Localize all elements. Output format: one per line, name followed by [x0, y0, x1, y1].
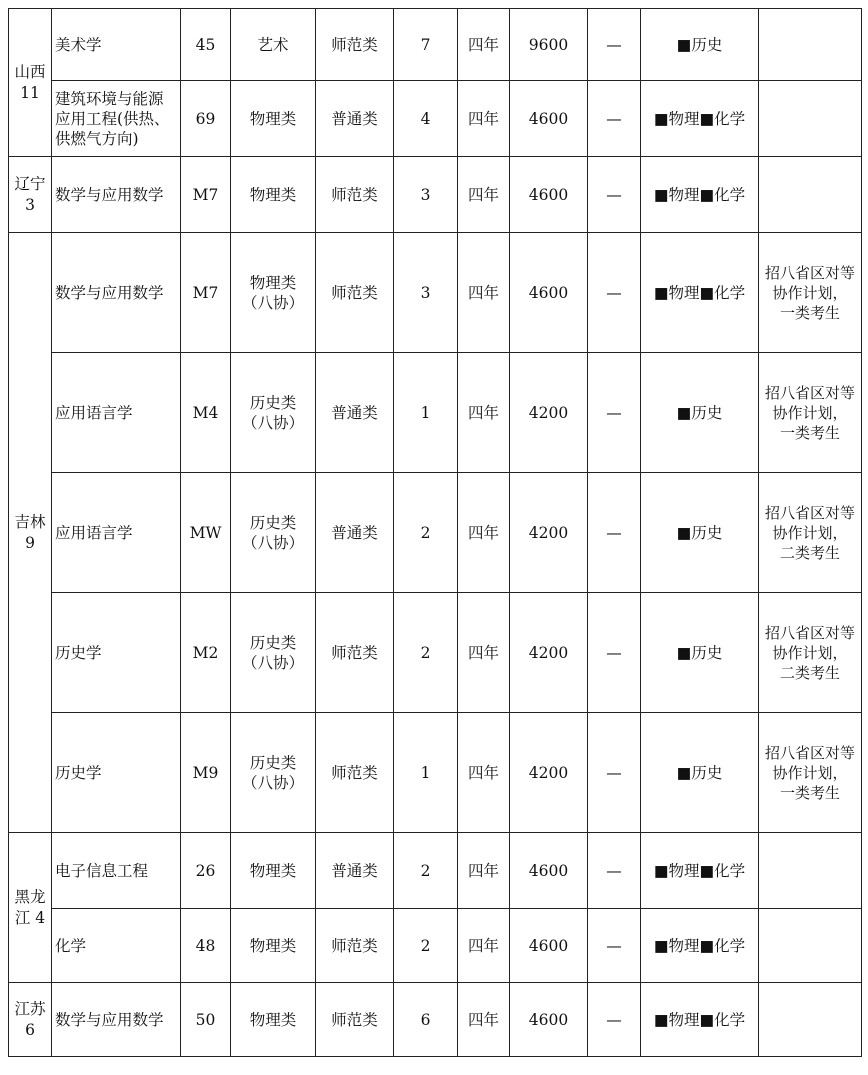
duration-cell [458, 81, 510, 157]
tuition-cell [510, 593, 588, 713]
subject-requirement-cell [641, 983, 759, 1057]
plan-count-cell [394, 81, 458, 157]
type-text: 师范类 [331, 283, 378, 302]
subject-requirement-cell [641, 81, 759, 157]
plan-count-text: 3 [420, 283, 431, 302]
category-cell [231, 983, 316, 1057]
type-cell [316, 233, 394, 353]
plan-count-cell [394, 833, 458, 909]
remark-cell [759, 233, 862, 353]
category-cell [231, 713, 316, 833]
code-cell [181, 593, 231, 713]
tuition-text: 4600 [528, 861, 569, 880]
province-label: 黑龙 江 4 [14, 887, 46, 927]
duration-cell [458, 473, 510, 593]
code-text: 26 [195, 861, 216, 880]
duration-cell [458, 983, 510, 1057]
province-cell [9, 233, 52, 833]
type-cell [316, 473, 394, 593]
tuition-text: 4200 [528, 763, 569, 782]
code-cell [181, 9, 231, 81]
duration-cell [458, 713, 510, 833]
category-cell [231, 833, 316, 909]
remark-cell [759, 713, 862, 833]
tuition-text: 4600 [528, 283, 569, 302]
tuition-text: 4200 [528, 643, 569, 662]
remark-text: 招八省区对等 协作计划， 一类考生 [764, 263, 855, 322]
dash-cell [588, 833, 641, 909]
dash-text: — [606, 1010, 622, 1029]
major-cell [52, 833, 181, 909]
plan-count-cell [394, 9, 458, 81]
type-text: 普通类 [331, 523, 378, 542]
plan-count-text: 1 [420, 403, 431, 422]
subject-requirement-text: ■历史 [676, 35, 723, 54]
type-text: 普通类 [331, 861, 378, 880]
duration-text: 四年 [467, 109, 499, 128]
category-cell [231, 909, 316, 983]
type-text: 师范类 [331, 936, 378, 955]
plan-count-cell [394, 593, 458, 713]
province-cell [9, 157, 52, 233]
subject-requirement-cell [641, 909, 759, 983]
code-cell [181, 713, 231, 833]
dash-text: — [606, 35, 622, 54]
type-cell [316, 9, 394, 81]
subject-requirement-text: ■历史 [676, 643, 723, 662]
type-cell [316, 81, 394, 157]
major-text: 历史学 [55, 643, 102, 662]
table-row [9, 983, 862, 1057]
plan-count-cell [394, 713, 458, 833]
table-row [9, 593, 862, 713]
admission-plan-table [8, 8, 862, 1057]
subject-requirement-text: ■物理■化学 [653, 109, 746, 128]
plan-count-cell [394, 983, 458, 1057]
plan-count-text: 7 [420, 35, 431, 54]
type-text: 师范类 [331, 763, 378, 782]
dash-text: — [606, 936, 622, 955]
table-row [9, 473, 862, 593]
code-text: M2 [192, 643, 219, 662]
type-text: 师范类 [331, 35, 378, 54]
dash-text: — [606, 643, 622, 662]
major-cell [52, 9, 181, 81]
remark-cell [759, 909, 862, 983]
code-cell [181, 833, 231, 909]
table-row [9, 833, 862, 909]
dash-text: — [606, 185, 622, 204]
major-text: 应用语言学 [55, 403, 133, 422]
type-cell [316, 353, 394, 473]
major-cell [52, 713, 181, 833]
plan-count-text: 2 [420, 643, 431, 662]
code-text: MW [189, 523, 222, 542]
type-text: 普通类 [331, 403, 378, 422]
subject-requirement-cell [641, 473, 759, 593]
major-text: 数学与应用数学 [55, 1010, 164, 1029]
province-label: 吉林 9 [14, 512, 46, 552]
tuition-cell [510, 713, 588, 833]
subject-requirement-text: ■物理■化学 [653, 1010, 746, 1029]
duration-text: 四年 [467, 763, 499, 782]
subject-requirement-cell [641, 833, 759, 909]
table-row [9, 353, 862, 473]
category-cell [231, 157, 316, 233]
major-cell [52, 983, 181, 1057]
tuition-cell [510, 983, 588, 1057]
dash-text: — [606, 283, 622, 302]
table-row [9, 81, 862, 157]
remark-text: 招八省区对等 协作计划， 一类考生 [764, 743, 855, 802]
dash-cell [588, 983, 641, 1057]
province-cell [9, 983, 52, 1057]
code-text: M7 [192, 185, 219, 204]
subject-requirement-text: ■历史 [676, 763, 723, 782]
major-text: 美术学 [55, 35, 102, 54]
category-text: 艺术 [257, 35, 289, 54]
plan-count-cell [394, 473, 458, 593]
category-cell [231, 593, 316, 713]
code-cell [181, 473, 231, 593]
duration-text: 四年 [467, 523, 499, 542]
duration-text: 四年 [467, 185, 499, 204]
duration-text: 四年 [467, 1010, 499, 1029]
category-text: 物理类 [249, 1010, 297, 1029]
type-text: 师范类 [331, 643, 378, 662]
table-row [9, 233, 862, 353]
table-row [9, 909, 862, 983]
tuition-text: 4600 [528, 936, 569, 955]
duration-text: 四年 [467, 861, 499, 880]
type-cell [316, 157, 394, 233]
code-cell [181, 909, 231, 983]
major-cell [52, 473, 181, 593]
code-cell [181, 157, 231, 233]
category-cell [231, 473, 316, 593]
subject-requirement-text: ■物理■化学 [653, 861, 746, 880]
category-cell [231, 9, 316, 81]
dash-cell [588, 81, 641, 157]
duration-text: 四年 [467, 643, 499, 662]
plan-count-cell [394, 233, 458, 353]
tuition-cell [510, 833, 588, 909]
tuition-text: 4200 [528, 403, 569, 422]
category-cell [231, 233, 316, 353]
tuition-text: 4600 [528, 185, 569, 204]
type-text: 普通类 [331, 109, 378, 128]
remark-text: 招八省区对等 协作计划， 一类考生 [764, 383, 855, 442]
code-text: 69 [195, 109, 216, 128]
plan-count-text: 2 [420, 523, 431, 542]
major-cell [52, 353, 181, 473]
duration-text: 四年 [467, 35, 499, 54]
category-cell [231, 81, 316, 157]
category-text: 物理类 [249, 861, 297, 880]
duration-text: 四年 [467, 936, 499, 955]
duration-cell [458, 9, 510, 81]
remark-cell [759, 9, 862, 81]
plan-count-text: 6 [420, 1010, 431, 1029]
plan-count-text: 2 [420, 861, 431, 880]
dash-cell [588, 593, 641, 713]
major-text: 历史学 [55, 763, 102, 782]
type-text: 师范类 [331, 185, 378, 204]
tuition-text: 4600 [528, 1010, 569, 1029]
type-cell [316, 983, 394, 1057]
dash-cell [588, 909, 641, 983]
subject-requirement-text: ■历史 [676, 523, 723, 542]
table-row [9, 9, 862, 81]
major-text: 数学与应用数学 [55, 283, 164, 302]
category-text: 历史类 （八协） [241, 633, 304, 672]
plan-count-cell [394, 157, 458, 233]
remark-cell [759, 353, 862, 473]
subject-requirement-text: ■物理■化学 [653, 936, 746, 955]
dash-cell [588, 9, 641, 81]
code-text: 45 [195, 35, 216, 54]
plan-count-cell [394, 353, 458, 473]
table-row [9, 713, 862, 833]
province-label: 山西 11 [14, 62, 46, 102]
dash-text: — [606, 109, 622, 128]
major-cell [52, 593, 181, 713]
plan-count-text: 2 [420, 936, 431, 955]
major-cell [52, 157, 181, 233]
category-text: 历史类 （八协） [241, 753, 304, 792]
dash-cell [588, 713, 641, 833]
type-text: 师范类 [331, 1010, 378, 1029]
table-row [9, 157, 862, 233]
tuition-cell [510, 81, 588, 157]
subject-requirement-text: ■物理■化学 [653, 185, 746, 204]
remark-text: 招八省区对等 协作计划， 二类考生 [764, 503, 855, 562]
type-cell [316, 909, 394, 983]
subject-requirement-cell [641, 9, 759, 81]
code-text: 50 [195, 1010, 216, 1029]
province-label: 辽宁 3 [14, 174, 46, 214]
category-text: 物理类 （八协） [241, 273, 304, 312]
dash-text: — [606, 763, 622, 782]
tuition-cell [510, 353, 588, 473]
major-text: 数学与应用数学 [55, 185, 164, 204]
code-cell [181, 353, 231, 473]
duration-cell [458, 233, 510, 353]
code-cell [181, 81, 231, 157]
tuition-text: 4200 [528, 523, 569, 542]
plan-count-text: 4 [420, 109, 431, 128]
remark-cell [759, 833, 862, 909]
subject-requirement-text: ■历史 [676, 403, 723, 422]
subject-requirement-cell [641, 593, 759, 713]
code-text: M7 [192, 283, 219, 302]
remark-text: 招八省区对等 协作计划， 二类考生 [764, 623, 855, 682]
plan-count-cell [394, 909, 458, 983]
subject-requirement-text: ■物理■化学 [653, 283, 746, 302]
province-cell [9, 9, 52, 157]
type-cell [316, 593, 394, 713]
tuition-cell [510, 157, 588, 233]
major-cell [52, 81, 181, 157]
code-cell [181, 983, 231, 1057]
category-text: 物理类 [249, 109, 297, 128]
dash-cell [588, 233, 641, 353]
duration-cell [458, 593, 510, 713]
code-text: M9 [192, 763, 219, 782]
duration-text: 四年 [467, 403, 499, 422]
category-text: 物理类 [249, 185, 297, 204]
dash-cell [588, 473, 641, 593]
dash-text: — [606, 523, 622, 542]
remark-cell [759, 81, 862, 157]
plan-count-text: 3 [420, 185, 431, 204]
remark-cell [759, 983, 862, 1057]
province-label: 江苏 6 [14, 999, 46, 1039]
remark-cell [759, 473, 862, 593]
remark-cell [759, 157, 862, 233]
major-text: 建筑环境与能源应用工程(供热、供燃气方向) [55, 89, 170, 148]
duration-text: 四年 [467, 283, 499, 302]
code-cell [181, 233, 231, 353]
category-text: 物理类 [249, 936, 297, 955]
subject-requirement-cell [641, 157, 759, 233]
type-cell [316, 713, 394, 833]
code-text: 48 [195, 936, 216, 955]
subject-requirement-cell [641, 353, 759, 473]
tuition-text: 9600 [528, 35, 569, 54]
remark-cell [759, 593, 862, 713]
category-cell [231, 353, 316, 473]
category-text: 历史类 （八协） [241, 513, 304, 552]
tuition-cell [510, 909, 588, 983]
duration-cell [458, 157, 510, 233]
subject-requirement-cell [641, 233, 759, 353]
dash-text: — [606, 861, 622, 880]
major-text: 应用语言学 [55, 523, 133, 542]
type-cell [316, 833, 394, 909]
province-cell [9, 833, 52, 983]
tuition-text: 4600 [528, 109, 569, 128]
duration-cell [458, 909, 510, 983]
major-text: 电子信息工程 [55, 861, 149, 880]
tuition-cell [510, 233, 588, 353]
major-text: 化学 [55, 936, 87, 955]
plan-count-text: 1 [420, 763, 431, 782]
dash-cell [588, 157, 641, 233]
subject-requirement-cell [641, 713, 759, 833]
major-cell [52, 909, 181, 983]
code-text: M4 [192, 403, 219, 422]
dash-cell [588, 353, 641, 473]
tuition-cell [510, 9, 588, 81]
duration-cell [458, 833, 510, 909]
duration-cell [458, 353, 510, 473]
tuition-cell [510, 473, 588, 593]
dash-text: — [606, 403, 622, 422]
major-cell [52, 233, 181, 353]
category-text: 历史类 （八协） [241, 393, 304, 432]
